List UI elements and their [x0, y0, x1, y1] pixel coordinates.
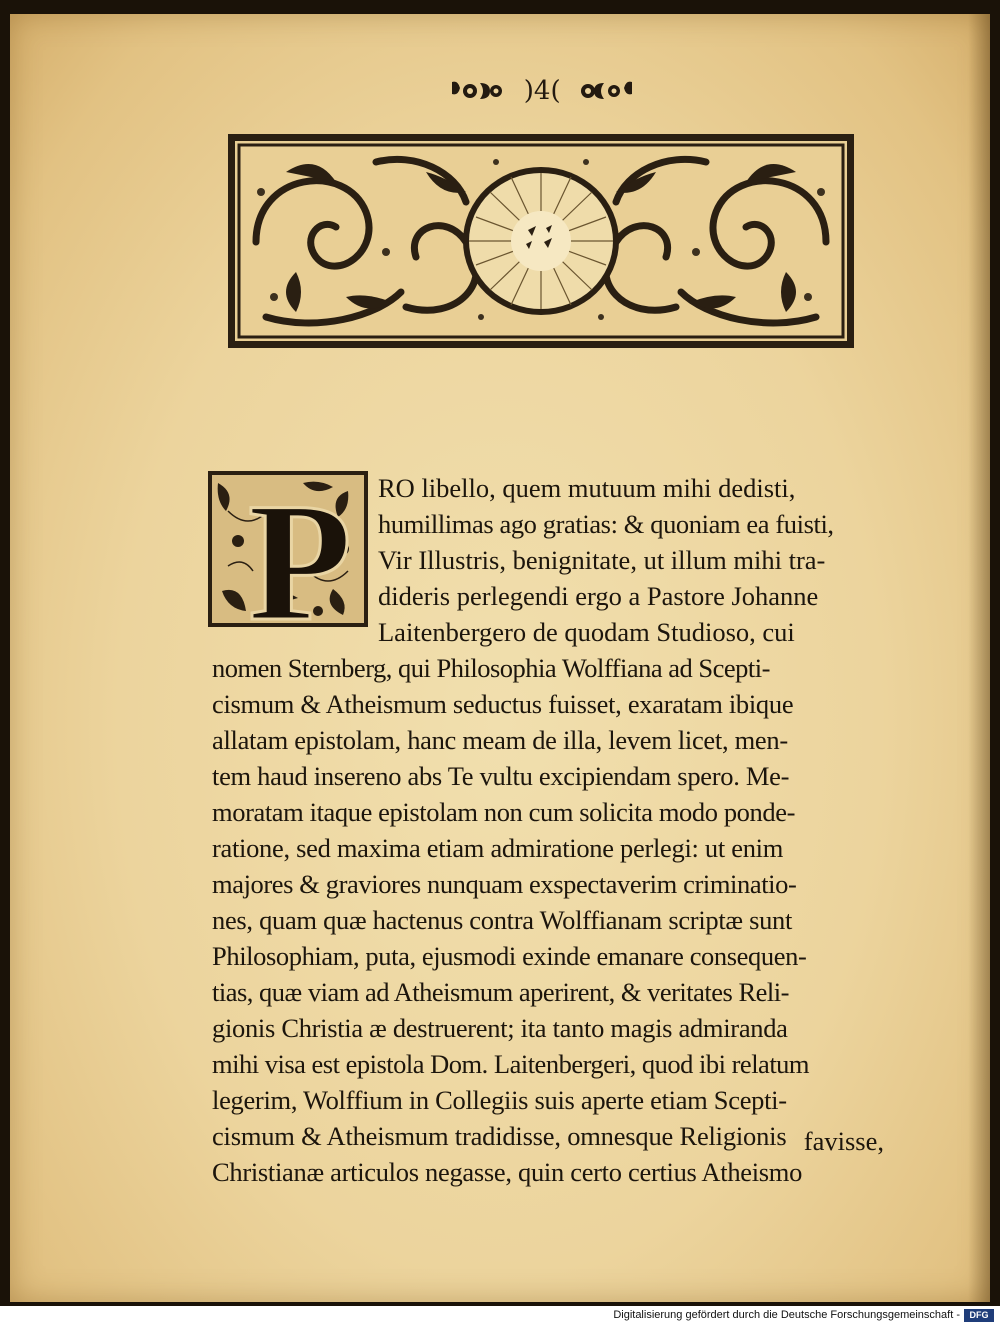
text-line-10: moratam itaque epistolam non cum solicita modo ponde- [212, 797, 796, 827]
woodcut-headpiece [226, 132, 856, 350]
footer-bar [0, 1306, 1000, 1326]
text-line-18: legerim, Wolffium in Collegiis suis aperte etiam Scepti- [212, 1085, 787, 1115]
decorated-initial [208, 471, 368, 627]
text-line-14: Philosophiam, puta, ejusmodi exinde emanare consequen- [212, 941, 807, 971]
text-line-16: gionis Christia æ destruerent; ita tanto magis admiranda [212, 1013, 788, 1043]
left-paren: ) [523, 75, 534, 106]
funding-credit: Digitalisierung gefördert durch die Deutsche Forschungsgemeinschaft - [613, 1309, 960, 1321]
text-line-4: dideris perlegendi ergo a Pastore Johanne [378, 581, 819, 611]
text-line-19: cismum & Atheismum tradidisse, omnesque Religionis [212, 1121, 787, 1151]
text-line-13: nes, quam quæ hactenus contra Wolffianam scriptæ sunt [212, 905, 793, 935]
text-line-11: ratione, sed maxima etiam admiratione perlegi: ut enim [212, 833, 784, 863]
right-head-ornament [578, 78, 636, 104]
text-line-9: tem haud insereno abs Te vultu excipiendam spero. Me- [212, 761, 790, 791]
page-number: 4 [533, 75, 551, 106]
text-line-7: cismum & Atheismum seductus fuisset, exaratam ibique [212, 689, 794, 719]
text-line-12: majores & graviores nunquam exspectaverim criminatio- [212, 869, 797, 899]
page-edge-shadow [968, 14, 990, 1302]
text-line-6: nomen Sternberg, qui Philosophia Wolffiana ad Scepti- [212, 653, 770, 683]
text-line-1: RO libello, quem mutuum mihi dedisti, [378, 473, 796, 503]
text-line-3: Vir Illustris, benignitate, ut illum mihi tra- [378, 545, 826, 575]
text-line-20: Christianæ articulos negasse, quin certo certius Atheismo [212, 1157, 803, 1187]
running-head [448, 72, 668, 112]
text-line-15: tias, quæ viam ad Atheismum aperirent, & veritates Reli- [212, 977, 789, 1007]
text-line-5: Laitenbergero de quodam Studioso, cui [378, 617, 795, 647]
text-line-17: mihi visa est epistola Dom. Laitenbergeri, quod ibi relatum [212, 1049, 810, 1079]
left-head-ornament [448, 78, 506, 104]
catchword: favisse, [803, 1126, 884, 1156]
page-number-group [524, 76, 561, 106]
text-line-2: humillimas ago gratias: & quoniam ea fuisti, [378, 509, 834, 539]
right-paren: ( [550, 75, 561, 106]
initial-letter: P [248, 471, 352, 627]
dfg-logo: DFG [964, 1309, 994, 1322]
text-line-8: allatam epistolam, hanc meam de illa, levem licet, men- [212, 725, 788, 755]
